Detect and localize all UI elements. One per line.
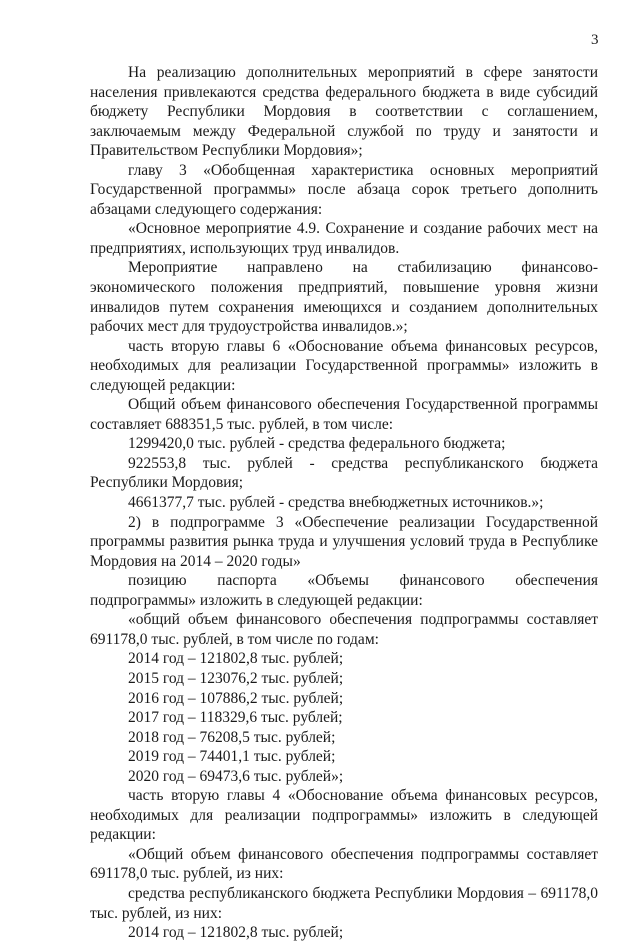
paragraph-8: 922553,8 тыс. рублей - средства республиканского бюджета Республики Мордовия; (90, 454, 598, 492)
paragraph-12: «общий объем финансового обеспечения подпрограммы составляет 691178,0 тыс. рублей, в том числе по годам: (90, 611, 598, 648)
year-line-2015: 2015 год – 123076,2 тыс. рублей; (128, 669, 344, 687)
year-line-2018: 2018 год – 76208,5 тыс. рублей; (128, 728, 336, 746)
page-number: 3 (591, 32, 599, 48)
paragraph-9: 4661377,7 тыс. рублей - средства внебюджетных источников.»; (128, 494, 544, 512)
paragraph-10: 2) в подпрограмме 3 «Обеспечение реализации Государственной программы развития рынка труда и улучшения условий труда в Республике Мордовия на 2014 – 2020 годы» (90, 513, 598, 570)
document-body (90, 63, 598, 943)
paragraph-20: часть вторую главы 4 «Обоснование объема финансовых ресурсов, необходимых для реализации подпрограммы» изложить в следующей редакции: (90, 787, 598, 844)
paragraph-7: 1299420,0 тыс. рублей - средства федерального бюджета; (128, 435, 506, 453)
year-line-2020: 2020 год – 69473,6 тыс. рублей»; (128, 767, 344, 785)
year-line-2017: 2017 год – 118329,6 тыс. рублей; (128, 709, 343, 727)
year-line-2014: 2014 год – 121802,8 тыс. рублей; (128, 650, 344, 668)
paragraph-1: На реализацию дополнительных мероприятий в сфере занятости населения привлекаются средства федерального бюджета в виде субсидий бюджету Республики Мордовия в соответствии с соглашением, заключаемым между Федеральной службой по труду и занятости и Правительством Республики Мордовия»; (90, 64, 598, 160)
paragraph-22: средства республиканского бюджета Республики Мордовия – 691178,0 тыс. рублей, из них: (90, 884, 598, 922)
paragraph-4: Мероприятие направлено на стабилизацию финансово-экономического положения предприятий, повышение уровня жизни инвалидов путем сохранения имеющихся и созданием дополнительных рабочих мест для трудоустройства инвалидов.»; (90, 259, 598, 336)
paragraph-5: часть вторую главы 6 «Обоснование объема финансовых ресурсов, необходимых для реализации Государственной программы» изложить в следующей редакции: (90, 337, 598, 394)
paragraph-11: позицию паспорта «Объемы финансового обеспечения подпрограммы» изложить в следующей редакции: (90, 572, 598, 609)
paragraph-21: «Общий объем финансового обеспечения подпрограммы составляет 691178,0 тыс. рублей, из них: (90, 845, 598, 883)
year-line-2014-b: 2014 год – 121802,8 тыс. рублей; (128, 924, 344, 942)
paragraph-6: Общий объем финансового обеспечения Государственной программы составляет 688351,5 тыс. рублей, в том числе: (90, 396, 598, 433)
paragraph-2: главу 3 «Обобщенная характеристика основных мероприятий Государственной программы» после абзаца сорок третьего дополнить абзацами следующего содержания: (90, 161, 598, 218)
year-line-2019: 2019 год – 74401,1 тыс. рублей; (128, 748, 336, 766)
year-line-2016: 2016 год – 107886,2 тыс. рублей; (128, 689, 344, 707)
paragraph-3: «Основное мероприятие 4.9. Сохранение и создание рабочих мест на предприятиях, использующих труд инвалидов. (90, 220, 598, 257)
